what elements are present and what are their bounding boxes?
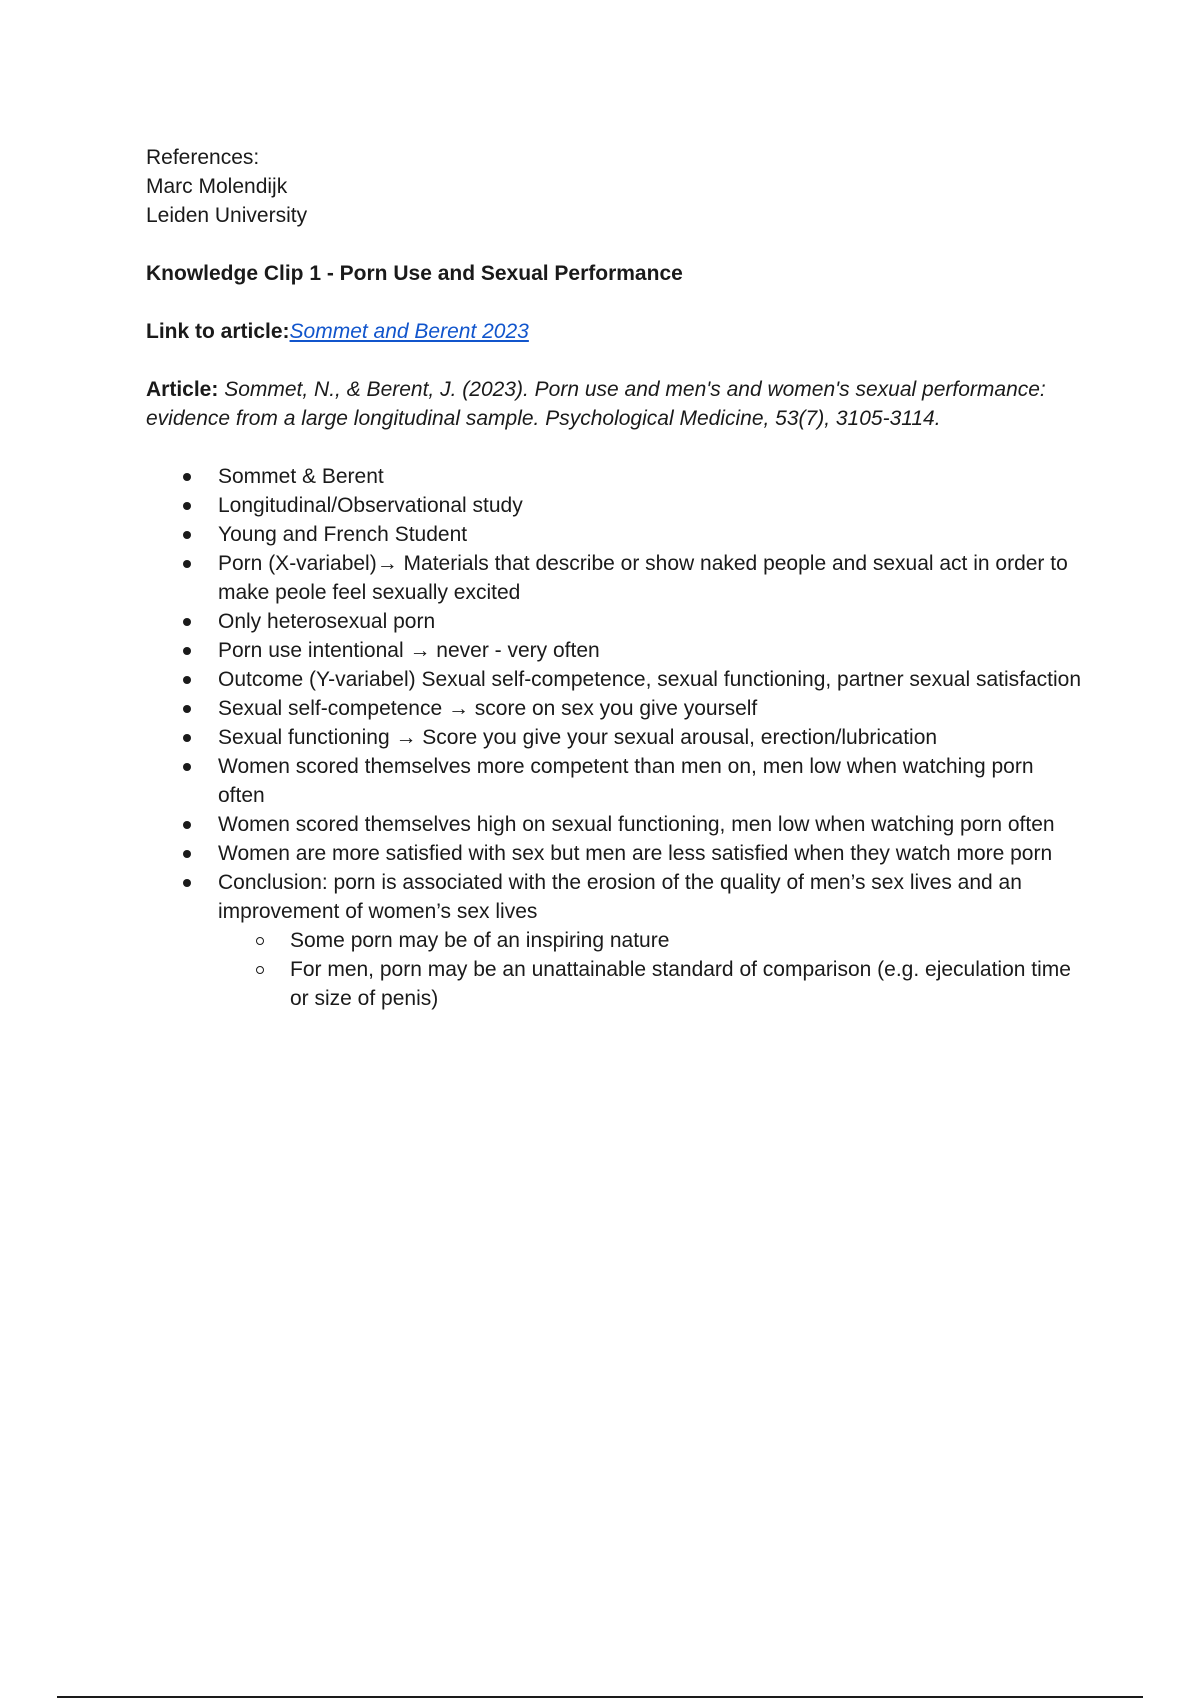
references-label: References: <box>146 146 260 169</box>
list-item <box>146 549 1086 607</box>
list-item-text: Sexual functioning → Score you give your sexual arousal, erection/lubrication <box>218 726 938 749</box>
article-link-label: Link to article: <box>146 320 290 343</box>
page-bottom-divider <box>57 1696 1143 1698</box>
bullet-icon <box>183 560 191 568</box>
bullet-icon <box>183 647 191 655</box>
document-page <box>146 143 1086 1013</box>
list-item-text: Only heterosexual porn <box>218 610 436 633</box>
bullet-icon <box>183 763 191 771</box>
article-citation <box>146 375 1086 433</box>
article-link-line <box>146 317 1086 346</box>
list-item-text: Longitudinal/Observational study <box>218 494 523 517</box>
list-item <box>146 520 1086 549</box>
list-item <box>146 462 1086 491</box>
list-item-text: Porn (X-variabel)→ Materials that describe or show naked people and sexual act in order to make peole feel sexually excited <box>218 552 1068 604</box>
list-item-text: Young and French Student <box>218 523 468 546</box>
list-item <box>146 752 1086 810</box>
list-item <box>146 665 1086 694</box>
list-item <box>146 810 1086 839</box>
list-item-text: Sommet & Berent <box>218 465 384 488</box>
sub-bullet-list <box>218 926 1086 1013</box>
list-item-conclusion <box>146 868 1086 1013</box>
article-link[interactable]: Sommet and Berent 2023 <box>289 320 529 343</box>
bullet-icon <box>183 879 191 887</box>
list-item <box>146 491 1086 520</box>
article-label: Article: <box>146 378 219 401</box>
sub-list-item-text: Some porn may be of an inspiring nature <box>290 929 670 952</box>
hollow-bullet-icon <box>256 966 264 974</box>
list-item <box>146 839 1086 868</box>
sub-list-item <box>218 926 1086 955</box>
list-item <box>146 607 1086 636</box>
list-item <box>146 723 1086 752</box>
article-citation-text: Sommet, N., & Berent, J. (2023). Porn use and men's and women's sexual performance: evidence from a large longitudinal sample. Psychological Medicine, 53(7), 3105-3114. <box>146 378 1046 430</box>
list-item <box>146 636 1086 665</box>
list-item-text: Women scored themselves high on sexual functioning, men low when watching porn often <box>218 813 1055 836</box>
bullet-icon <box>183 850 191 858</box>
list-item-text: Women scored themselves more competent than men on, men low when watching porn often <box>218 755 1034 807</box>
bullet-icon <box>183 676 191 684</box>
bullet-icon <box>183 618 191 626</box>
bullet-icon <box>183 531 191 539</box>
list-item-text: Outcome (Y-variabel) Sexual self-competence, sexual functioning, partner sexual satisfaction <box>218 668 1081 691</box>
list-item-text: Conclusion: porn is associated with the erosion of the quality of men’s sex lives and an improvement of women’s sex lives <box>218 871 1022 923</box>
bullet-icon <box>183 734 191 742</box>
list-item-text: Women are more satisfied with sex but men are less satisfied when they watch more porn <box>218 842 1053 865</box>
bullet-icon <box>183 473 191 481</box>
list-item <box>146 694 1086 723</box>
sub-list-item <box>218 955 1086 1013</box>
list-item-text: Porn use intentional → never - very often <box>218 639 600 662</box>
hollow-bullet-icon <box>256 937 264 945</box>
list-item-text: Sexual self-competence → score on sex you give yourself <box>218 697 758 720</box>
references-author: Marc Molendijk <box>146 175 288 198</box>
bullet-icon <box>183 502 191 510</box>
references-institution: Leiden University <box>146 204 308 227</box>
clip-heading: Knowledge Clip 1 - Porn Use and Sexual Performance <box>146 262 683 285</box>
bullet-icon <box>183 821 191 829</box>
bullet-list <box>146 462 1086 1013</box>
sub-list-item-text: For men, porn may be an unattainable standard of comparison (e.g. ejeculation time or size of penis) <box>290 958 1071 1010</box>
bullet-icon <box>183 705 191 713</box>
